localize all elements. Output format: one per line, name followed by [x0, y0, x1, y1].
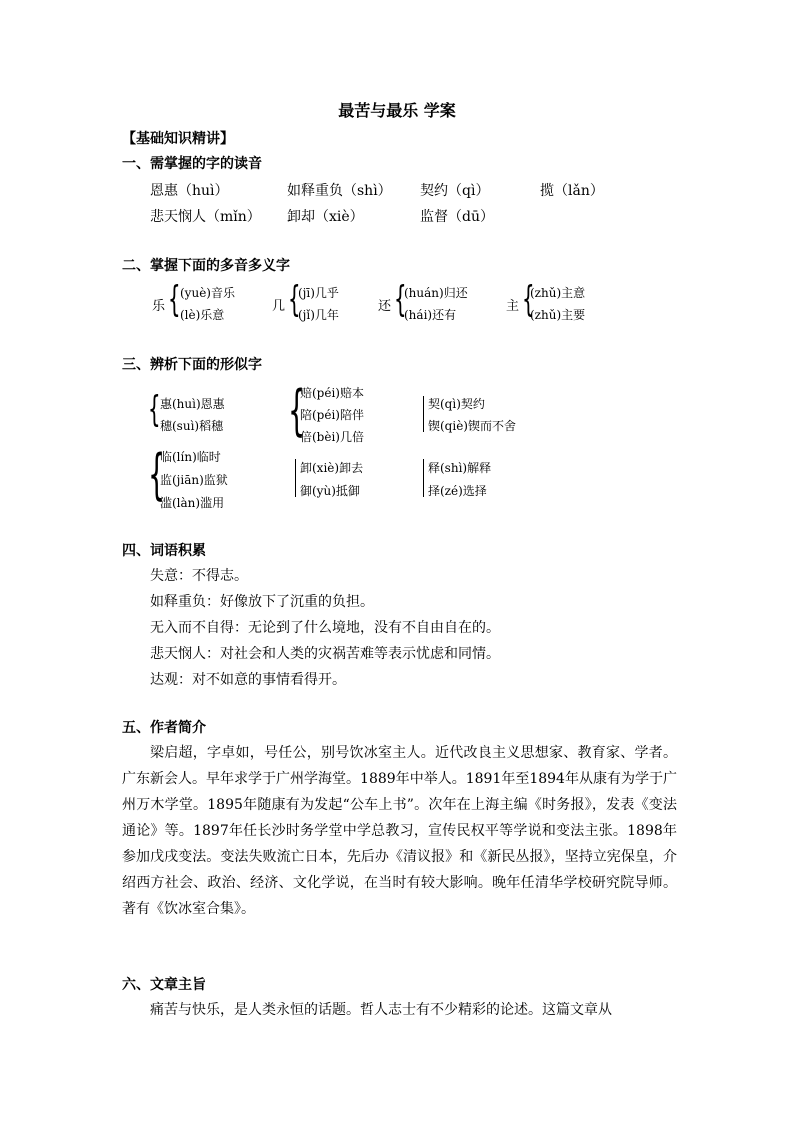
similar-char: 御(yù)抵御	[300, 484, 360, 498]
s1-item: 契约（qì）	[420, 183, 490, 199]
polyphone-reading: (jī)几乎	[298, 286, 339, 300]
polyphone-reading: (yuè)音乐	[180, 286, 235, 300]
vocab-list	[150, 563, 500, 693]
similar-char: 陪(péi)陪伴	[300, 408, 364, 422]
polyphone-char: 还	[378, 299, 392, 314]
similar-char: 释(shì)解释	[428, 461, 492, 475]
similar-char: 穗(suì)稻穗	[160, 419, 224, 433]
s1-heading: 一、需掌握的字的读音	[122, 156, 262, 172]
s1-item: 监督（dū）	[420, 209, 494, 225]
polyphone-reading: (lè)乐意	[180, 308, 225, 322]
page-title: 最苦与最乐 学案	[338, 101, 456, 120]
brace-icon: {	[394, 279, 407, 320]
author-intro	[122, 740, 677, 922]
vocab-item: 无入而不自得：无论到了什么境地，没有不自由自在的。	[150, 620, 500, 636]
s1-item: 悲天悯人（mǐn）	[150, 209, 261, 225]
similar-char: 监(jiān)监狱	[160, 473, 228, 487]
brace-icon: {	[288, 279, 301, 320]
similar-char: 卸(xiè)卸去	[300, 461, 364, 475]
theme-text: 痛苦与快乐，是人类永恒的话题。哲人志士有不少精彩的论述。这篇文章从	[150, 1002, 612, 1018]
similar-char: 临(lín)临时	[160, 450, 221, 464]
polyphone-char: 几	[272, 299, 286, 314]
vocab-item: 达观：对不如意的事情看得开。	[150, 672, 346, 688]
polyphone-reading: (huán)归还	[404, 286, 468, 300]
similar-char: 滥(làn)滥用	[160, 496, 225, 510]
similar-char: 契(qì)契约	[428, 397, 485, 411]
s1-item: 如释重负（shì）	[287, 183, 392, 199]
s5-heading: 五、作者简介	[122, 720, 206, 736]
s6-heading: 六、文章主旨	[122, 977, 206, 993]
bar-divider	[423, 396, 424, 432]
theme-paragraph	[122, 997, 677, 1023]
brace-icon: {	[522, 279, 535, 320]
polyphone-reading: (jǐ)几年	[298, 308, 339, 322]
author-intro-text: 梁启超，字卓如，号任公，别号饮冰室主人。近代改良主义思想家、教育家、学者。广东新会人。早年求学于广州学海堂。1889年中举人。1891年至1894年从康有为学于广州万木学堂。1895年随康有为发起“公车上书”。次年在上海主编《时务报》，发表《变法通论》等。1897年任长沙时务学堂中学总教习，宣传民权平等学说和变法主张。1898年参加戊戌变法。变法失败流亡日本，先后办《清议报》和《新民丛报》，坚持立宪保皇，介绍西方社会、政治、经济、文化学说，在当时有较大影响。晚年任清华学校研究院导师。著有《饮冰室合集》。	[122, 745, 677, 917]
brace-icon: {	[168, 279, 181, 320]
vocab-item: 悲天悯人：对社会和人类的灾祸苦难等表示忧虑和同情。	[150, 646, 500, 662]
bar-divider	[295, 459, 296, 497]
similar-char: 择(zé)选择	[428, 484, 487, 498]
similar-char: 倍(bèi)几倍	[300, 430, 364, 444]
vocab-item: 如释重负：好像放下了沉重的负担。	[150, 594, 374, 610]
s3-heading: 三、辨析下面的形似字	[122, 357, 262, 373]
similar-char: 惠(huì)恩惠	[160, 397, 225, 411]
brace-icon: {	[148, 389, 161, 430]
polyphone-reading: (hái)还有	[404, 308, 457, 322]
s4-heading: 四、词语积累	[122, 543, 206, 559]
s1-item: 卸却（xiè）	[287, 209, 364, 225]
s1-item: 揽（lǎn）	[540, 183, 604, 199]
brace-icon: {	[288, 379, 306, 442]
polyphone-reading: (zhǔ)主意	[530, 286, 586, 300]
section-head: 【基础知识精讲】	[122, 131, 234, 147]
similar-char: 赔(péi)赔本	[300, 386, 364, 400]
s2-heading: 二、掌握下面的多音多义字	[122, 258, 290, 274]
polyphone-reading: (zhǔ)主要	[530, 308, 586, 322]
s1-item: 恩惠（huì）	[150, 183, 229, 199]
vocab-item: 失意：不得志。	[150, 568, 248, 584]
bar-divider	[423, 459, 424, 497]
polyphone-char: 乐	[152, 299, 166, 314]
similar-char: 锲(qiè)锲而不舍	[428, 419, 516, 433]
brace-icon: {	[148, 443, 166, 506]
polyphone-char: 主	[506, 299, 520, 314]
